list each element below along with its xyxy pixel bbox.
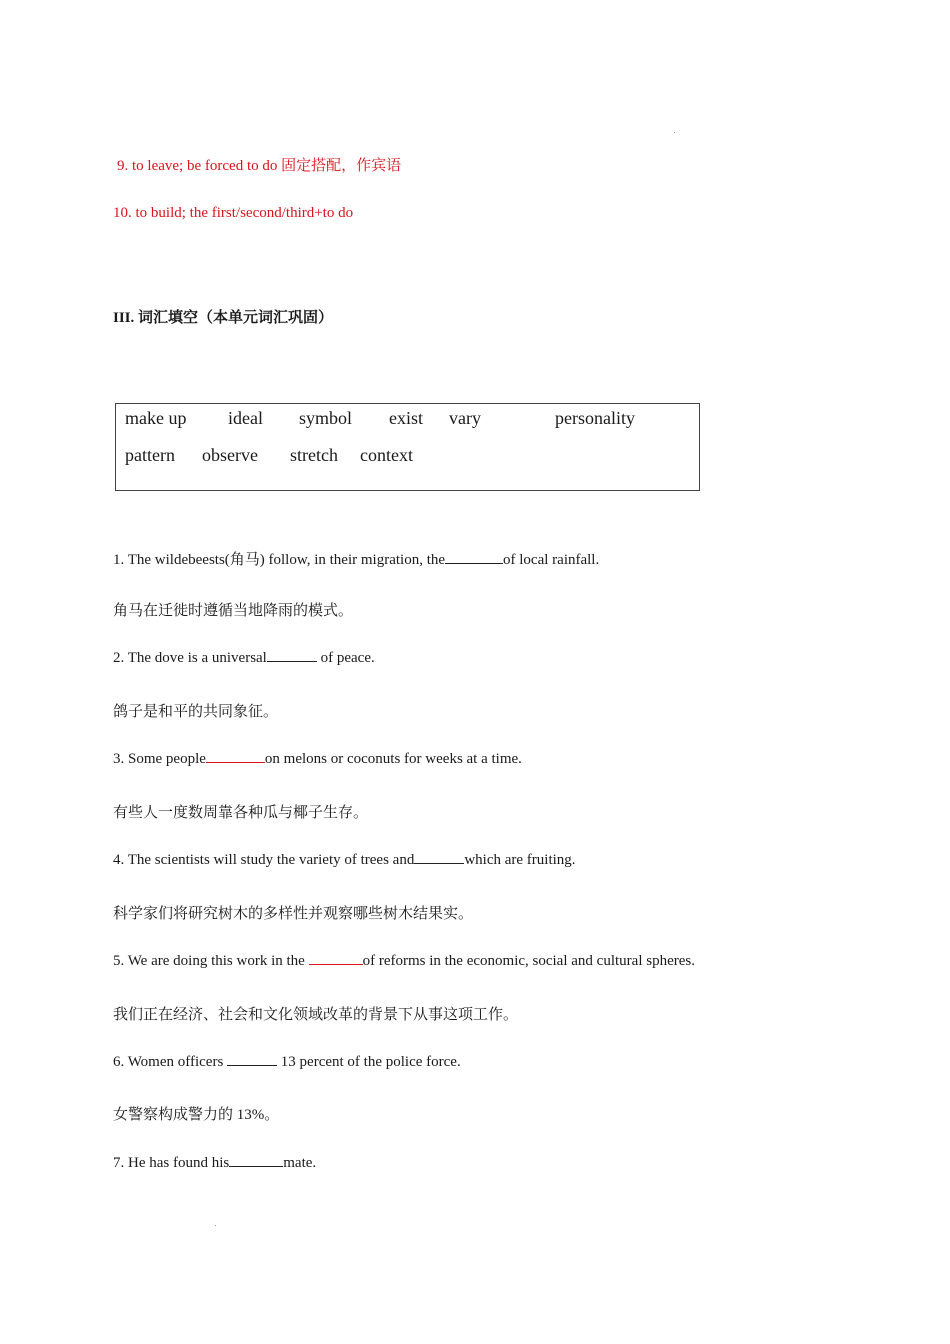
blank-4[interactable] bbox=[414, 851, 464, 864]
word-box bbox=[115, 403, 700, 491]
scan-dot bbox=[215, 1225, 216, 1226]
question-4: 4. The scientists will study the variety of trees and which are fruiting. bbox=[113, 852, 576, 868]
section-heading: III. 词汇填空（本单元词汇巩固） bbox=[113, 310, 334, 326]
word-personality: personality bbox=[555, 408, 635, 428]
question-1: 1. The wildebeests(角马) follow, in their migration, the of local rainfall. bbox=[113, 552, 600, 568]
translation-2: 鸽子是和平的共同象征。 bbox=[113, 704, 279, 720]
word-vary: vary bbox=[449, 408, 481, 428]
translation-4: 科学家们将研究树木的多样性并观察哪些树木结果实。 bbox=[113, 906, 474, 922]
translation-1: 角马在迁徙时遵循当地降雨的模式。 bbox=[113, 603, 354, 619]
word-observe: observe bbox=[202, 445, 258, 465]
question-2: 2. The dove is a universal of peace. bbox=[113, 650, 375, 666]
blank-2[interactable] bbox=[267, 649, 317, 662]
translation-5: 我们正在经济、社会和文化领域改革的背景下从事这项工作。 bbox=[113, 1007, 519, 1023]
scan-dot bbox=[674, 132, 675, 133]
question-7: 7. He has found his mate. bbox=[113, 1155, 317, 1171]
word-context: context bbox=[360, 445, 413, 465]
translation-3: 有些人一度数周靠各种瓜与椰子生存。 bbox=[113, 805, 369, 821]
blank-5[interactable] bbox=[309, 952, 363, 965]
answer-10: 10. to build; the first/second/third+to do bbox=[113, 205, 354, 221]
question-6: 6. Women officers 13 percent of the police force. bbox=[113, 1054, 461, 1070]
word-make-up: make up bbox=[125, 408, 187, 428]
question-3: 3. Some people on melons or coconuts for weeks at a time. bbox=[113, 751, 522, 767]
translation-6: 女警察构成警力的 13%。 bbox=[113, 1107, 280, 1123]
word-ideal: ideal bbox=[228, 408, 263, 428]
blank-1[interactable] bbox=[445, 551, 503, 564]
answer-9: 9. to leave; be forced to do 固定搭配，作宾语 bbox=[117, 158, 402, 174]
blank-7[interactable] bbox=[229, 1154, 283, 1167]
blank-6[interactable] bbox=[227, 1053, 277, 1066]
word-symbol: symbol bbox=[299, 408, 353, 428]
word-stretch: stretch bbox=[290, 445, 338, 465]
word-exist: exist bbox=[389, 408, 423, 428]
blank-3[interactable] bbox=[206, 750, 265, 763]
word-pattern: pattern bbox=[125, 445, 175, 465]
question-5: 5. We are doing this work in the of reforms in the economic, social and cultural spheres. bbox=[113, 953, 695, 969]
